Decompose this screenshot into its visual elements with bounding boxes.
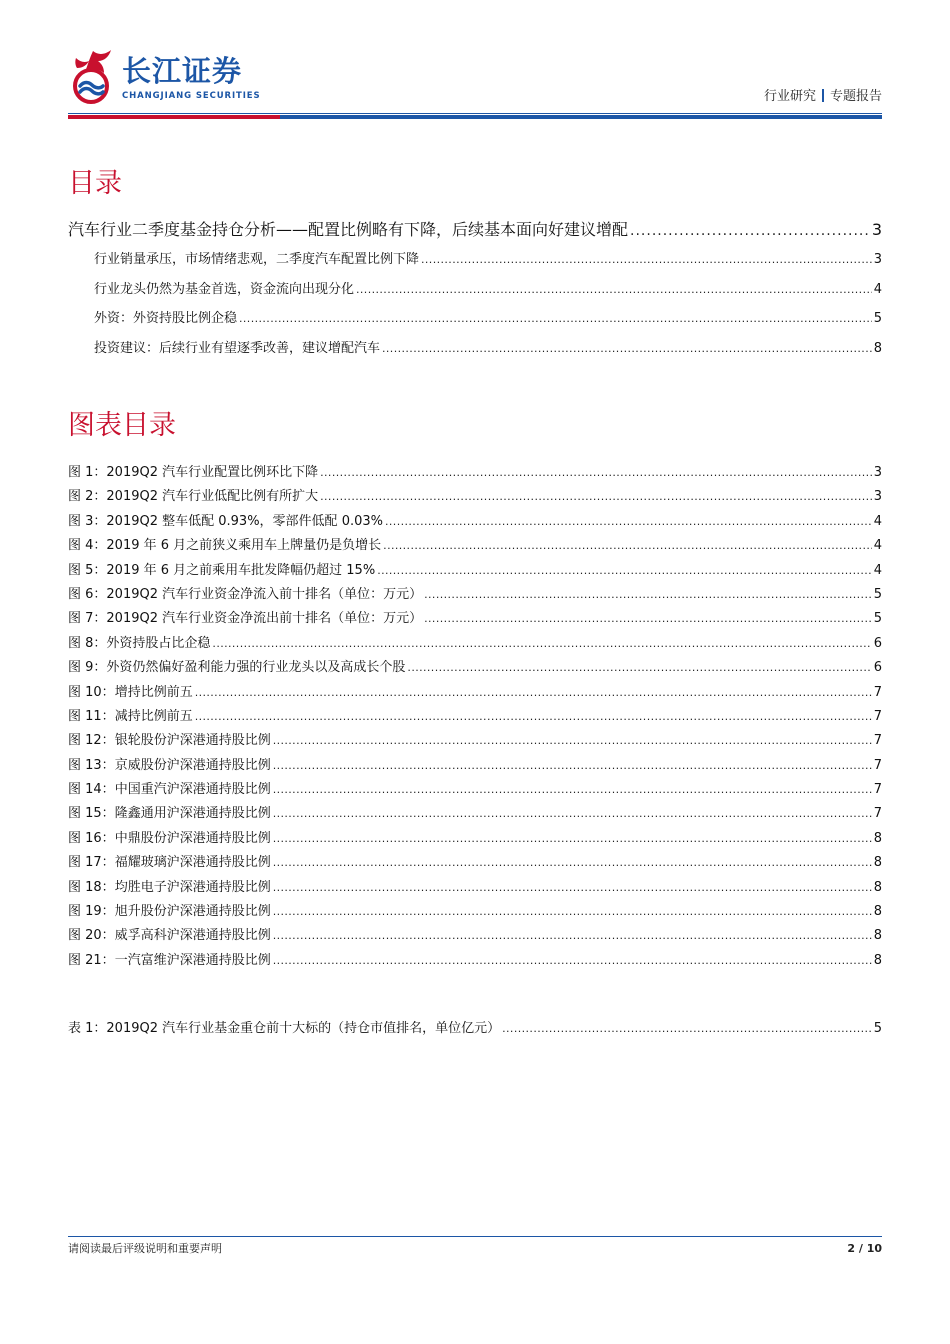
figure-title: 威孚高科沪深港通持股比例	[114, 928, 271, 944]
figure-title: 2019Q2 整车低配 0.93%，零部件低配 0.03%	[106, 513, 383, 529]
toc-entry-page: 4	[873, 281, 882, 297]
figure-page: 3	[873, 465, 882, 480]
logo-chinese-name: 长江证券	[122, 54, 243, 88]
leader-dots	[195, 705, 872, 729]
leader-dots	[273, 949, 872, 973]
leader-dots	[502, 1017, 872, 1041]
leader-dots	[273, 827, 872, 851]
figure-entry[interactable]	[68, 754, 882, 778]
toc-entry-sub[interactable]	[68, 304, 882, 334]
figure-title: 外资仍然偏好盈利能力强的行业龙头以及高成长个股	[106, 660, 406, 676]
header-rule-thin	[68, 113, 882, 114]
figure-entry[interactable]	[68, 510, 882, 534]
leader-dots	[273, 900, 872, 924]
figure-label: 图 21：	[68, 952, 115, 968]
header-rule-red	[68, 115, 280, 119]
figure-label: 图 14：	[68, 782, 115, 798]
figure-label: 图 10：	[68, 684, 115, 700]
figure-entry[interactable]	[68, 534, 882, 558]
leader-dots	[239, 304, 872, 334]
leader-dots	[424, 607, 872, 631]
toc-entry-text: 行业销量承压，市场情绪悲观，二季度汽车配置比例下降	[94, 252, 420, 267]
figure-label: 图 8：	[68, 635, 107, 651]
header-separator	[822, 89, 824, 102]
figure-title: 银轮股份沪深港通持股比例	[114, 733, 271, 749]
figure-entry[interactable]	[68, 705, 882, 729]
figure-page: 5	[873, 611, 882, 627]
leader-dots	[273, 851, 872, 875]
leader-dots	[377, 559, 872, 583]
leader-dots	[273, 754, 872, 778]
figure-label: 图 1：	[68, 465, 107, 480]
figure-title: 旭升股份沪深港通持股比例	[114, 904, 271, 920]
figure-page: 4	[873, 562, 882, 578]
figure-page: 7	[873, 806, 882, 822]
company-logo	[68, 42, 298, 106]
leader-dots	[383, 534, 872, 558]
toc-entry-page: 3	[871, 220, 882, 239]
toc-entry-sub[interactable]	[68, 275, 882, 305]
figure-page: 7	[873, 757, 882, 773]
table-entry[interactable]	[68, 1017, 882, 1041]
leader-dots	[273, 924, 872, 948]
figure-title: 减持比例前五	[114, 708, 193, 724]
figure-list	[68, 461, 882, 973]
figure-title: 2019Q2 汽车行业资金净流出前十排名（单位：万元）	[106, 611, 423, 627]
toc-entry-page: 5	[873, 311, 882, 326]
figure-title: 中鼎股份沪深港通持股比例	[114, 830, 271, 846]
figure-label: 图 16：	[68, 830, 115, 846]
toc-entry-text: 外资：外资持股比例企稳	[94, 311, 238, 326]
figure-label: 图 3：	[68, 513, 107, 529]
figure-title: 2019Q2 汽车行业资金净流入前十排名（单位：万元）	[106, 586, 423, 602]
figure-label: 图 18：	[68, 879, 115, 895]
figure-label: 图 6：	[68, 586, 107, 602]
report-type-label: 专题报告	[829, 89, 882, 104]
figure-title: 外资持股占比企稳	[106, 635, 211, 651]
figure-label: 图 17：	[68, 855, 115, 871]
leader-dots	[273, 778, 872, 802]
figure-entry[interactable]	[68, 729, 882, 753]
leader-dots	[212, 632, 871, 656]
footer-rule	[68, 1236, 882, 1237]
toc-entry-page: 8	[873, 340, 882, 356]
toc-entry-page: 3	[873, 252, 882, 267]
leader-dots	[630, 216, 870, 246]
figure-page: 7	[873, 684, 882, 700]
figure-entry[interactable]	[68, 802, 882, 826]
figure-title: 2019 年 6 月之前狭义乘用车上牌量仍是负增长	[106, 538, 382, 554]
figure-entry[interactable]	[68, 949, 882, 973]
figure-entry[interactable]	[68, 656, 882, 680]
report-category	[764, 89, 882, 105]
figure-label: 图 11：	[68, 708, 115, 724]
figure-page: 8	[873, 879, 882, 895]
figure-page: 6	[873, 635, 882, 651]
figure-page: 7	[873, 733, 882, 749]
leader-dots	[320, 485, 872, 509]
leader-dots	[421, 245, 872, 275]
table-label: 表 1：	[68, 1021, 107, 1036]
figure-label: 图 2：	[68, 489, 107, 505]
table-of-contents	[68, 215, 882, 363]
figure-entry[interactable]	[68, 924, 882, 948]
figure-page: 8	[873, 928, 882, 944]
figure-label: 图 20：	[68, 928, 115, 944]
figure-entry[interactable]	[68, 778, 882, 802]
figure-page: 4	[873, 538, 882, 554]
figure-page: 8	[873, 952, 882, 968]
leader-dots	[382, 334, 872, 364]
leader-dots	[385, 510, 872, 534]
figure-page: 8	[873, 830, 882, 846]
figure-title: 一汽富维沪深港通持股比例	[114, 952, 271, 968]
footer-disclaimer: 请阅读最后评级说明和重要声明	[68, 1242, 222, 1255]
figure-title: 2019Q2 汽车行业低配比例有所扩大	[106, 489, 319, 505]
figure-label: 图 12：	[68, 733, 115, 749]
category-label: 行业研究	[763, 89, 816, 104]
leader-dots	[195, 681, 872, 705]
figure-entry[interactable]	[68, 485, 882, 509]
figure-page: 8	[873, 904, 882, 920]
toc-entry-text: 汽车行业二季度基金持仓分析——配置比例略有下降，后续基本面向好建议增配	[68, 220, 629, 239]
figure-label: 图 19：	[68, 904, 115, 920]
leader-dots	[273, 802, 872, 826]
figure-entry[interactable]	[68, 827, 882, 851]
toc-entry-main[interactable]	[68, 215, 882, 245]
figure-label: 图 5：	[68, 562, 107, 578]
figure-entry[interactable]	[68, 583, 882, 607]
toc-entry-sub[interactable]	[68, 245, 882, 275]
leader-dots	[356, 275, 872, 305]
figure-page: 7	[873, 782, 882, 798]
figure-title: 京威股份沪深港通持股比例	[114, 757, 271, 773]
figure-page: 6	[873, 660, 882, 676]
figure-entry[interactable]	[68, 632, 882, 656]
figure-page: 7	[873, 708, 882, 724]
figure-entry[interactable]	[68, 461, 882, 485]
leader-dots	[273, 729, 872, 753]
figure-label: 图 4：	[68, 538, 107, 554]
figure-title: 隆鑫通用沪深港通持股比例	[114, 806, 271, 822]
figure-entry[interactable]	[68, 900, 882, 924]
figure-page: 3	[873, 489, 882, 505]
page-number: 2 / 10	[847, 1242, 882, 1255]
figure-title: 中国重汽沪深港通持股比例	[114, 782, 271, 798]
toc-entry-sub[interactable]	[68, 334, 882, 364]
figure-label: 图 13：	[68, 757, 115, 773]
figure-list-title: 图表目录	[68, 410, 176, 441]
leader-dots	[407, 656, 871, 680]
figure-entry[interactable]	[68, 876, 882, 900]
figure-title: 2019 年 6 月之前乘用车批发降幅仍超过 15%	[106, 562, 376, 578]
figure-page: 5	[873, 586, 882, 602]
table-list	[68, 1017, 882, 1041]
figure-page: 8	[873, 855, 882, 871]
figure-entry[interactable]	[68, 559, 882, 583]
toc-title: 目录	[68, 168, 122, 199]
toc-entry-text: 投资建议：后续行业有望逐季改善，建议增配汽车	[94, 340, 381, 356]
figure-entry[interactable]	[68, 851, 882, 875]
toc-entry-text: 行业龙头仍然为基金首选，资金流向出现分化	[94, 281, 355, 297]
page-header	[68, 42, 882, 120]
figure-label: 图 9：	[68, 660, 107, 676]
leader-dots	[273, 876, 872, 900]
leader-dots	[320, 461, 872, 485]
table-title: 2019Q2 汽车行业基金重仓前十大标的（持仓市值排名，单位亿元）	[106, 1021, 501, 1036]
figure-entry[interactable]	[68, 607, 882, 631]
figure-title: 福耀玻璃沪深港通持股比例	[114, 855, 271, 871]
figure-entry[interactable]	[68, 681, 882, 705]
figure-label: 图 15：	[68, 806, 115, 822]
figure-label: 图 7：	[68, 611, 107, 627]
logo-english-name: CHANGJIANG SECURITIES	[122, 91, 261, 101]
table-page: 5	[873, 1021, 882, 1036]
figure-title: 增持比例前五	[114, 684, 193, 700]
figure-page: 4	[873, 513, 882, 529]
figure-title: 均胜电子沪深港通持股比例	[114, 879, 271, 895]
figure-title: 2019Q2 汽车行业配置比例环比下降	[106, 465, 319, 480]
leader-dots	[424, 583, 872, 607]
logo-emblem-icon	[68, 48, 118, 106]
header-rule-blue	[280, 115, 882, 119]
